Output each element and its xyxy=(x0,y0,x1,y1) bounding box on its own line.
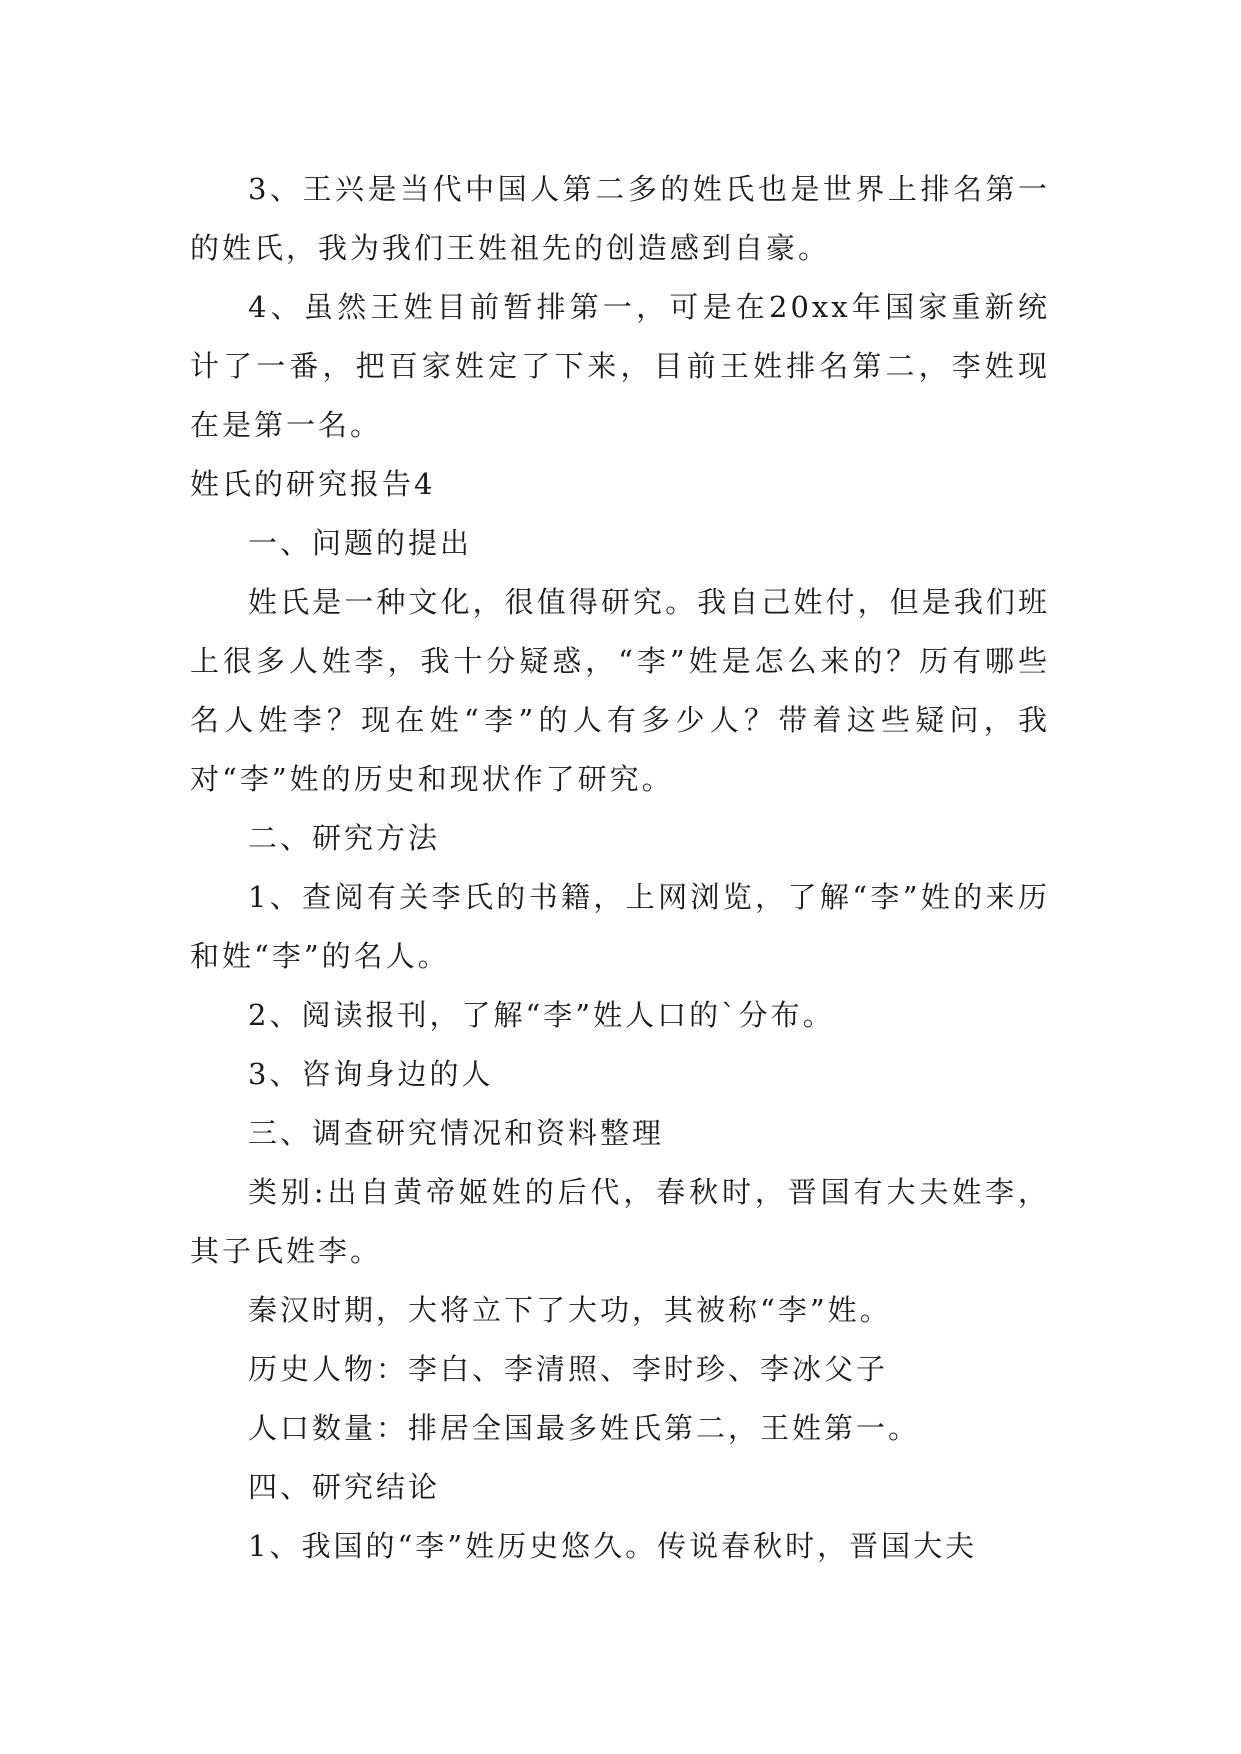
document-page xyxy=(190,160,1050,1576)
section-heading-1: 一、问题的提出 xyxy=(248,526,473,560)
category-paragraph: 类别:出自黄帝姬姓的后代，春秋时，晋国有大夫姓李，其子氏姓李。 xyxy=(190,1175,1050,1268)
method-3: 3、咨询身边的人 xyxy=(248,1057,494,1091)
section-heading-4: 四、研究结论 xyxy=(248,1470,441,1504)
population-count: 人口数量：排居全国最多姓氏第二，王姓第一。 xyxy=(248,1411,921,1445)
paragraph-point-3: 3、王兴是当代中国人第二多的姓氏也是世界上排名第一的姓氏，我为我们王姓祖先的创造感到自豪。 xyxy=(190,172,1050,265)
method-2: 2、阅读报刊，了解“李”姓人口的`分布。 xyxy=(248,998,835,1032)
qin-han-paragraph: 秦汉时期，大将立下了大功，其被称“李”姓。 xyxy=(248,1293,892,1327)
section-heading-3: 三、调查研究情况和资料整理 xyxy=(248,1116,665,1150)
report-title: 姓氏的研究报告4 xyxy=(190,467,436,501)
historical-figures: 历史人物：李白、李清照、李时珍、李冰父子 xyxy=(248,1352,889,1386)
paragraph-point-4: 4、虽然王姓目前暂排第一，可是在20xx年国家重新统计了一番，把百家姓定了下来，目前王姓排名第二，李姓现在是第一名。 xyxy=(190,290,1050,442)
conclusion-1: 1、我国的“李”姓历史悠久。传说春秋时，晋国大夫 xyxy=(248,1529,978,1563)
method-1: 1、查阅有关李氏的书籍，上网浏览，了解“李”姓的来历和姓“李”的名人。 xyxy=(190,880,1050,973)
section-heading-2: 二、研究方法 xyxy=(248,821,441,855)
paragraph-intro: 姓氏是一种文化，很值得研究。我自己姓付，但是我们班上很多人姓李，我十分疑惑，“李”姓是怎么来的？历有哪些名人姓李？现在姓“李”的人有多少人？带着这些疑问，我对“李”姓的历史和现状作了研究。 xyxy=(190,585,1050,796)
